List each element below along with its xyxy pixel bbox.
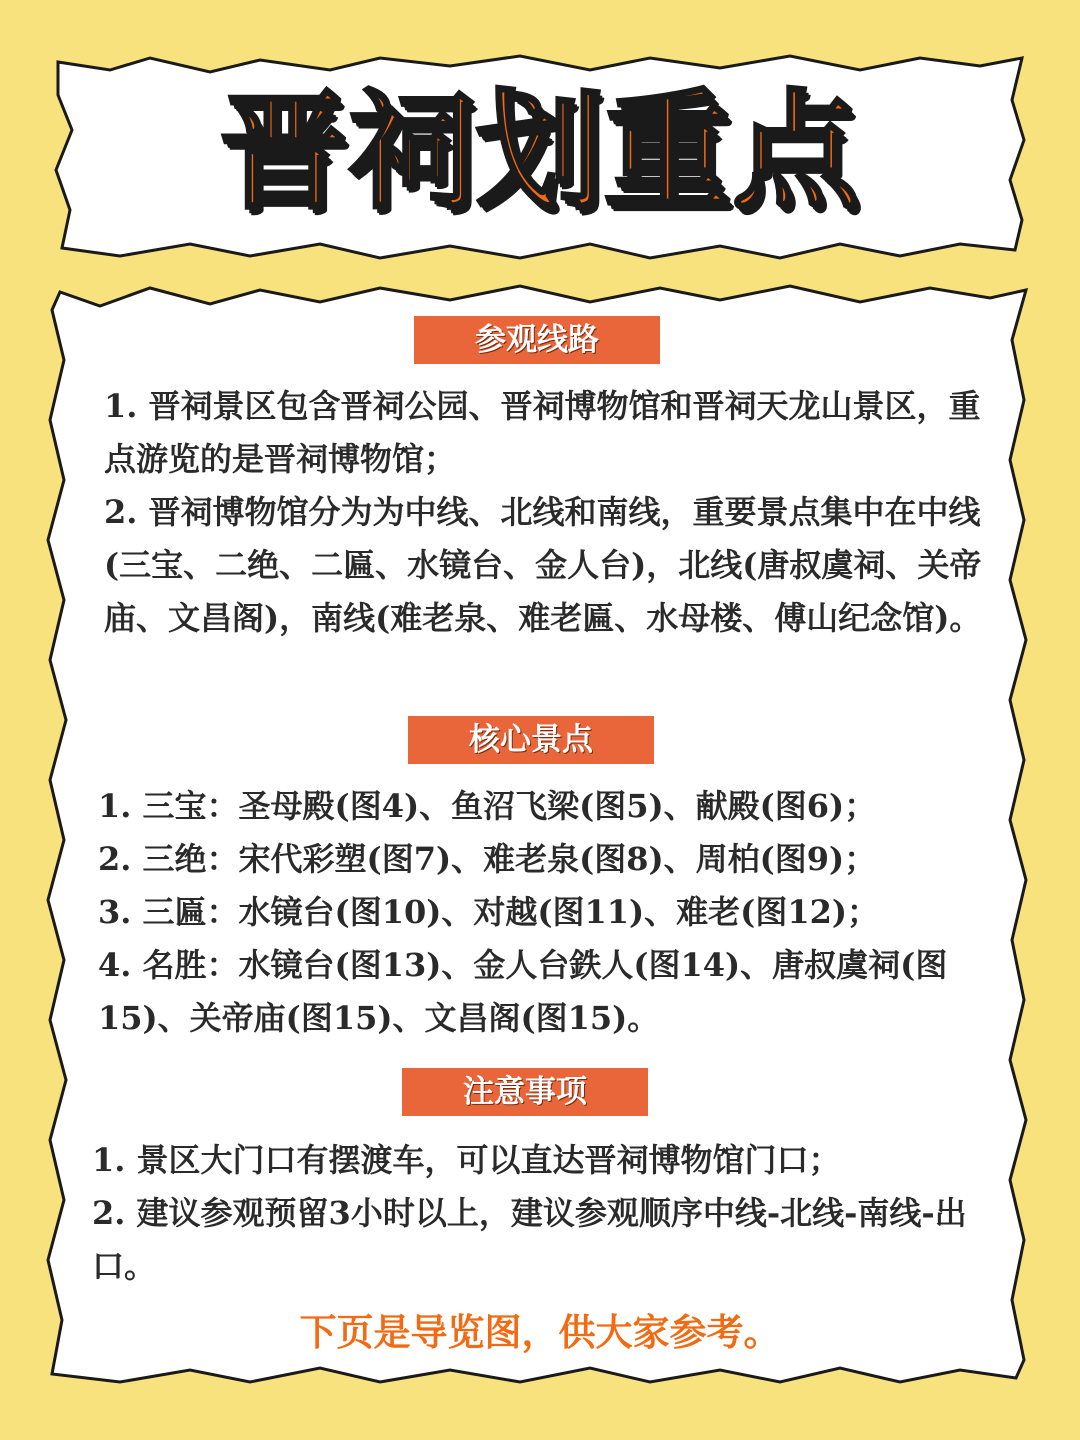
list-item: 3. 三匾：水镜台(图10)、对越(图11)、难老(图12)； — [98, 893, 879, 931]
page-title: 晋祠划重点 — [219, 78, 860, 227]
list-item: 1. 景区大门口有摆渡车，可以直达晋祠博物馆门口； — [92, 1141, 841, 1179]
section-label-notes: 注意事项 — [402, 1068, 648, 1116]
list-item: 1. 三宝：圣母殿(图4)、鱼沼飞梁(图5)、献殿(图6)； — [98, 787, 877, 825]
list-item: 2. 晋祠博物馆分为为中线、北线和南线，重要景点集中在中线(三宝、二绝、二匾、水镜台、金人台)，北线(唐叔虞祠、关帝庙、文昌阁)，南线(难老泉、难老匾、水母楼、傅山纪念馆)。 — [104, 493, 982, 637]
section-label-route: 参观线路 — [414, 316, 660, 364]
list-item: 2. 三绝：宋代彩塑(图7)、难老泉(图8)、周柏(图9)； — [98, 840, 877, 878]
list-item: 2. 建议参观预留3小时以上，建议参观顺序中线-北线-南线-出口。 — [92, 1194, 967, 1285]
footer-note: 下页是导览图，供大家参考。 — [299, 1311, 781, 1354]
list-item: 1. 晋祠景区包含晋祠公园、晋祠博物馆和晋祠天龙山景区，重点游览的是晋祠博物馆； — [104, 387, 981, 478]
list-item: 4. 名胜：水镜台(图13)、金人台鉄人(图14)、唐叔虞祠(图15)、关帝庙(图15)、文昌阁(图15)。 — [98, 946, 948, 1037]
route-section-text — [104, 380, 984, 645]
notes-section-text — [92, 1134, 982, 1293]
core-section-text — [98, 780, 978, 1045]
section-label-core: 核心景点 — [408, 716, 654, 764]
